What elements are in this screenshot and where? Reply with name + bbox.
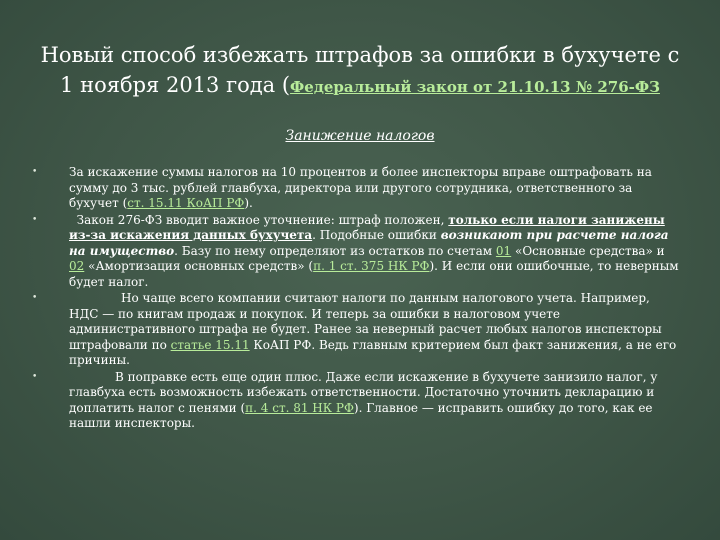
slide-title xyxy=(30,40,690,102)
paragraph-text: КоАП РФ. Ведь главным критерием был факт занижения, а не его причины. xyxy=(69,337,677,367)
link-koap-15-11[interactable]: ст. 15.11 КоАП РФ xyxy=(127,196,245,210)
paragraph-text: Закон 276-ФЗ вводит важное уточнение: штраф положен, xyxy=(76,212,449,227)
paragraph-text: Но чаще всего компании считают налоги по данным налогового учета. Например, НДС — по книгам продаж и покупок. И теперь за ошибки в налоговом учете административного штрафа не будет. Ранее за неверный расчет любых налогов инспекторы штрафовали по xyxy=(69,291,662,352)
title-line-1: Новый способ избежать штрафов за ошибки в бухучете с xyxy=(40,43,680,67)
paragraph-text: «Амортизация основных средств» ( xyxy=(84,259,314,273)
link-statia-15-11[interactable]: статье 15.11 xyxy=(170,337,250,352)
paragraph-text: За искажение суммы налогов на 10 процентов и более инспекторы вправе оштрафовать на сумму до 3 тыс. рублей главбуха, директора или другого сотрудника, ответственного за бухучет ( xyxy=(69,165,652,210)
paragraph-text: . Базу по нему определяют из остатков по счетам xyxy=(174,243,496,258)
bullet-icon: • xyxy=(32,293,38,303)
link-nk-375[interactable]: п. 1 ст. 375 НК РФ xyxy=(313,259,430,273)
emphasis-text: возникают при расчете налога на имущество xyxy=(69,228,669,258)
link-nk-81[interactable]: п. 4 ст. 81 НК РФ xyxy=(245,400,354,415)
bullet-icon: • xyxy=(32,371,38,382)
link-account-02[interactable]: 02 xyxy=(69,259,85,273)
emphasis-text: только если налоги занижены из-за искажения данных бухучета xyxy=(69,212,665,242)
bullet-icon: • xyxy=(32,167,38,177)
paragraph-text: «Основные средства» и xyxy=(511,243,665,258)
paragraph-text: ). И если они ошибочные, то неверным будет налог. xyxy=(69,259,679,289)
list-item xyxy=(32,291,682,369)
list-item xyxy=(32,165,682,212)
paragraph-text: ). xyxy=(244,196,253,210)
paragraph-text: . Подобные ошибки xyxy=(312,228,441,242)
bullet-icon: • xyxy=(32,214,38,225)
list-item xyxy=(32,370,682,432)
paragraph-text: ). Главное — исправить ошибку до того, как ее нашли инспекторы. xyxy=(69,400,653,430)
title-line-2-prefix: 1 ноября 2013 года ( xyxy=(60,73,291,97)
bullet-list xyxy=(32,165,682,433)
paragraph-text: В поправке есть еще один плюс. Даже если искажение в бухучете занизило налог, у главбуха есть возможность избежать ответственности. Достаточно уточнить декларацию и доплатить налог с пенями ( xyxy=(69,369,658,415)
law-link[interactable]: Федеральный закон от 21.10.13 № 276-ФЗ xyxy=(290,78,660,96)
list-item xyxy=(32,213,682,291)
link-account-01[interactable]: 01 xyxy=(495,243,512,258)
slide-subtitle: Занижение налогов xyxy=(285,128,435,144)
